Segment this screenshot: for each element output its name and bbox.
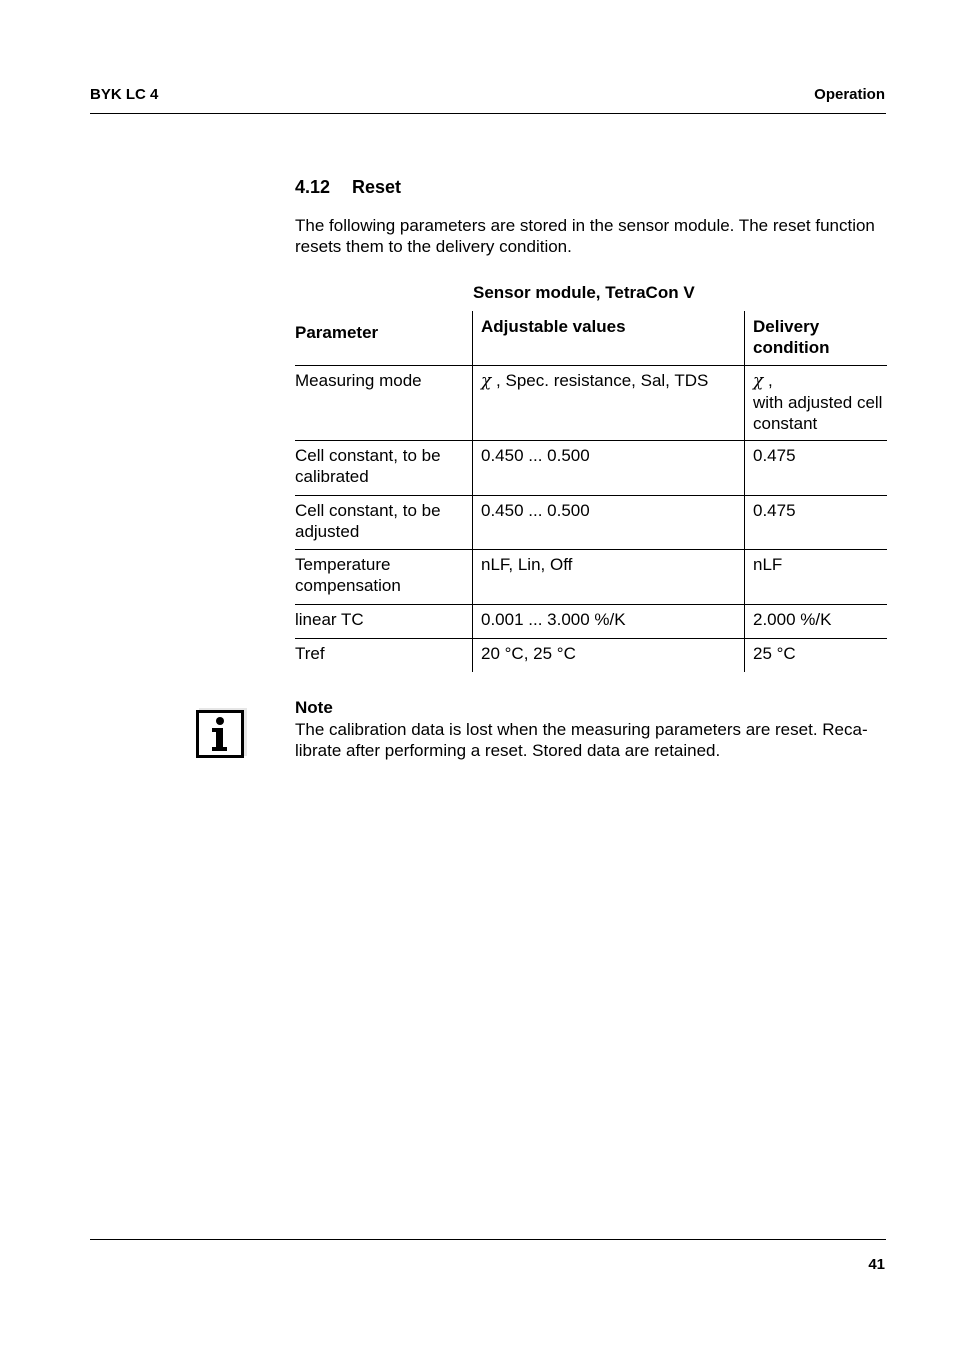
cell-adjustable: nLF, Lin, Off — [473, 550, 745, 605]
header-rule — [90, 113, 886, 114]
cell-parameter: Measuring mode — [295, 366, 473, 441]
intro-paragraph: The following parameters are stored in the sensor module. The reset function resets them to the delivery condition. — [295, 216, 875, 256]
conductivity-symbol: χ — [753, 371, 764, 391]
note-text: The calibration data is lost when the measuring parameters are reset. Reca-librate after performing a reset. Stored data are retained. — [295, 720, 868, 760]
cell-delivery: 0.475 — [745, 496, 888, 550]
cell-adjustable: 0.001 ... 3.000 %/K — [473, 605, 745, 639]
table-row — [295, 366, 887, 441]
cell-adjustable: 0.450 ... 0.500 — [473, 441, 745, 496]
running-header-right: Operation — [814, 86, 885, 103]
conductivity-symbol: χ — [481, 371, 492, 391]
table-header-row — [295, 311, 887, 366]
cell-parameter: linear TC — [295, 605, 473, 639]
note-title: Note — [295, 698, 333, 717]
parameters-table — [295, 311, 887, 672]
footer-rule — [90, 1239, 886, 1240]
header-delivery-condition: Delivery condition — [745, 311, 888, 366]
section-title: Reset — [352, 177, 402, 197]
info-icon — [196, 706, 248, 758]
table-row — [295, 605, 887, 639]
table-row — [295, 550, 887, 605]
cell-adjustable: 0.450 ... 0.500 — [473, 496, 745, 550]
cell-parameter: Tref — [295, 644, 325, 663]
cell-parameter: Cell constant, to be adjusted — [295, 496, 473, 550]
cell-adjustable: χ , Spec. resistance, Sal, TDS — [473, 366, 745, 441]
cell-delivery: nLF — [745, 550, 888, 605]
section-heading — [295, 177, 401, 198]
table-caption: Sensor module, TetraCon V — [473, 283, 695, 302]
cell-delivery: 2.000 %/K — [745, 605, 888, 639]
cell-delivery: 25 °C — [753, 644, 796, 663]
page-number: 41 — [868, 1256, 885, 1273]
cell-adjustable: 20 °C, 25 °C — [473, 639, 745, 672]
table-row — [295, 441, 887, 496]
section-number: 4.12 — [295, 177, 331, 197]
header-adjustable-values: Adjustable values — [473, 311, 745, 366]
cell-delivery: χ , with adjusted cell constant — [745, 366, 888, 441]
cell-parameter: Cell constant, to be calibrated — [295, 441, 473, 496]
header-parameter: Parameter — [295, 311, 473, 366]
cell-parameter: Temperature compensation — [295, 550, 473, 605]
running-header-left: BYK LC 4 — [90, 86, 159, 103]
cell-delivery: 0.475 — [745, 441, 888, 496]
table-row — [295, 496, 887, 550]
table-row — [295, 639, 887, 672]
